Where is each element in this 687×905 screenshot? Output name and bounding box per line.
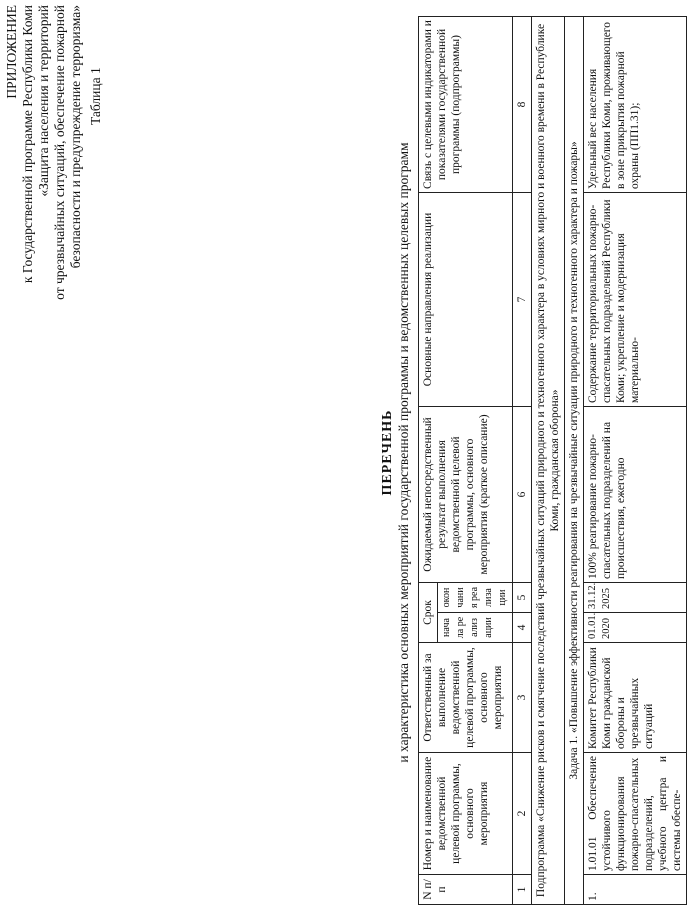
col-number: 7 <box>513 192 532 406</box>
col-number: 4 <box>513 613 532 643</box>
subprogram-title: Подпрограмма «Снижение рисков и смягчение последствий чрезвычайных ситуаций природного и техногенного характера в условиях мирного и военного времени в Республике Коми, гражданская оборона» <box>532 16 565 904</box>
row-directions: Содержание территориальных пожарно-спасательных подразделений Республики Коми; укрепление и модернизация материально- <box>584 192 687 406</box>
header-start: начала реализации <box>438 613 513 643</box>
task-row <box>565 16 584 904</box>
row-responsible: Комитет Республики Коми гражданской обороны и чрезвычайных ситуаций <box>584 643 687 753</box>
subprogram-row <box>532 16 565 904</box>
row-link: Удельный вес населения Республики Коми, проживающего в зоне прикрытия пожарной охраны (ПП1.31); <box>584 16 687 192</box>
col-number: 6 <box>513 406 532 582</box>
header-num: N п/п <box>419 875 513 905</box>
header-row <box>419 16 438 904</box>
appendix-line: ПРИЛОЖЕНИЕ <box>4 5 19 99</box>
header-name: Номер и наименование ведомственной целевой программы, основного мероприятия <box>419 753 513 875</box>
appendix-block <box>4 5 84 385</box>
appendix-line: от чрезвычайных ситуаций, обеспечение пожарной <box>52 5 67 300</box>
header-link: Связь с целевыми индикаторами и показателями государственной программы (подпрограммы) <box>419 16 513 192</box>
table-row <box>584 16 687 904</box>
col-number: 5 <box>513 582 532 612</box>
table-label: Таблица 1 <box>88 67 103 125</box>
row-name: 1.01.01 Обеспечение устойчивого функционирования пожарно-спасательных подразделений, учебного центра и системы обеспе- <box>584 753 687 875</box>
row-end: 31.12. 2025 <box>584 582 687 612</box>
header-end: окончания реализации <box>438 582 513 612</box>
row-num: 1. <box>584 875 687 905</box>
column-numbers-row <box>513 16 532 904</box>
header-result: Ожидаемый непосредственный результат выполнения ведомственной целевой программы, основного мероприятия (краткое описание) <box>419 406 513 582</box>
document-subtitle: и характеристика основных мероприятий государственной программы и ведомственных целевых программ <box>396 142 411 763</box>
col-number: 2 <box>513 753 532 875</box>
task-title: Задача 1. «Повышение эффективности реагирования на чрезвычайные ситуации природного и техногенного характера и пожары» <box>565 16 584 904</box>
measures-table <box>418 16 687 905</box>
appendix-line: к Государственной программе Республики Коми <box>20 5 35 284</box>
appendix-line: «Защита населения и территорий <box>36 5 51 197</box>
col-number: 8 <box>513 16 532 192</box>
header-directions: Основные направления реализации <box>419 192 513 406</box>
row-start: 01.01. 2020 <box>584 613 687 643</box>
appendix-line: безопасности и предупреждение терроризма» <box>68 5 83 269</box>
header-responsible: Ответственный за выполнение ведомственной целевой программы, основного мероприятия <box>419 643 513 753</box>
document-title: ПЕРЕЧЕНЬ <box>380 409 395 496</box>
col-number: 3 <box>513 643 532 753</box>
row-result: 100% реагирование пожарно-спасательных подразделений на происшествия, ежегодно <box>584 406 687 582</box>
header-term: Срок <box>419 582 438 642</box>
col-number: 1 <box>513 875 532 905</box>
